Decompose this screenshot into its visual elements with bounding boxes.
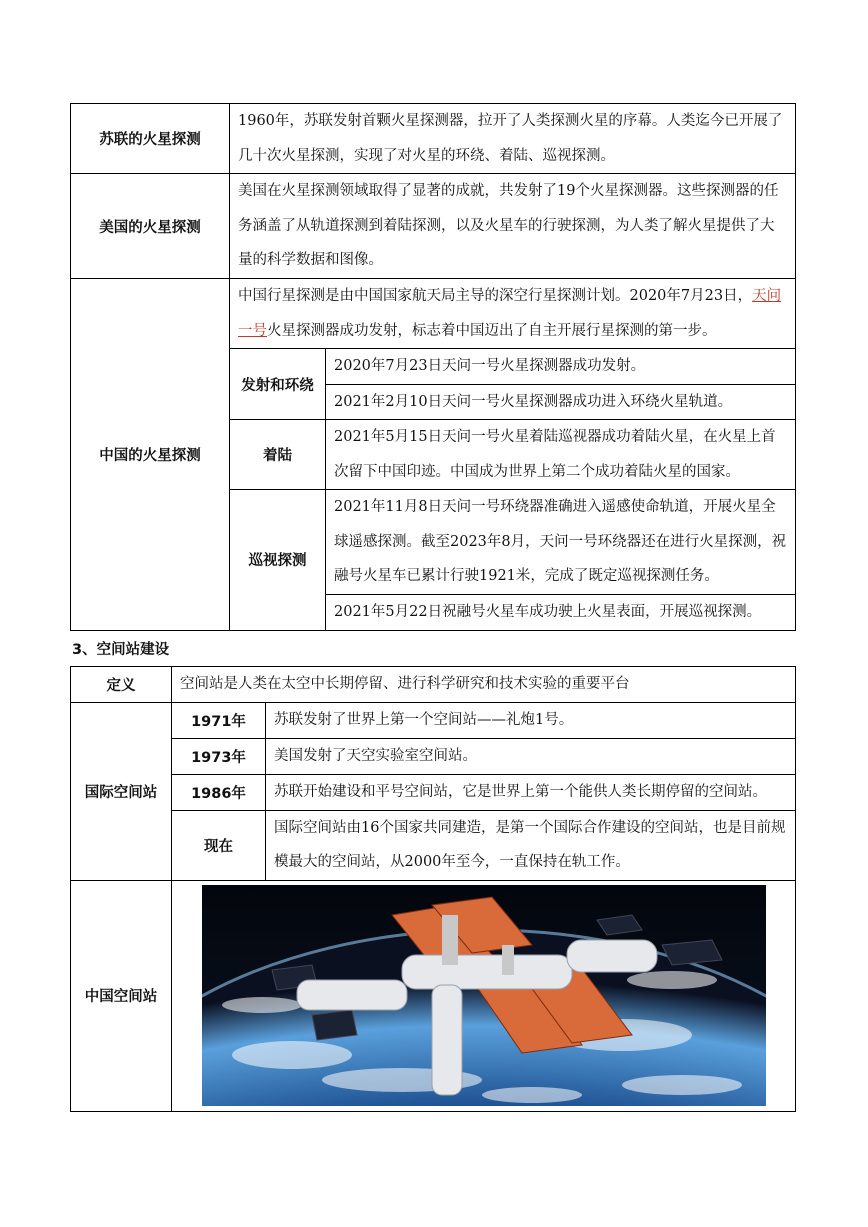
space-station-table: [70, 666, 796, 1112]
text-1973: 美国发射了天空实验室空间站。: [266, 738, 796, 774]
ussr-mars-label: 苏联的火星探测: [71, 104, 230, 174]
stage-rover-label: 巡视探测: [230, 490, 326, 631]
stage-orbit-text: 2021年2月10日天问一号火星探测器成功进入环绕火星轨道。: [326, 384, 796, 420]
year-1973: 1973年: [172, 738, 266, 774]
ussr-mars-text: 1960年，苏联发射首颗火星探测器，拉开了人类探测火星的序幕。人类迄今已开展了几十次火星探测，实现了对火星的环绕、着陆、巡视探测。: [230, 104, 796, 174]
china-mars-intro: [230, 279, 796, 349]
mars-exploration-table: [70, 103, 796, 631]
china-mars-label: 中国的火星探测: [71, 279, 230, 631]
section-3-title: 3、空间站建设: [72, 642, 170, 658]
usa-mars-label: 美国的火星探测: [71, 174, 230, 279]
china-intro-before: 中国行星探测是由中国国家航天局主导的深空行星探测计划。2020年7月23日，: [238, 288, 753, 304]
stage-launch-orbit-label: 发射和环绕: [230, 349, 326, 420]
definition-label: 定义: [71, 667, 172, 703]
tianwen-1-link[interactable]: 天问一号: [238, 288, 782, 339]
stage-rover-text-b: 2021年5月22日祝融号火星车成功驶上火星表面，开展巡视探测。: [326, 595, 796, 631]
stage-rover-text-a: 2021年11月8日天问一号环绕器准确进入遥感使命轨道，开展火星全球遥感探测。截至2023年8月，天问一号环绕器还在进行火星探测，祝融号火星车已累计行驶1921米，完成了既定巡视探测任务。: [326, 490, 796, 595]
stage-landing-label: 着陆: [230, 420, 326, 490]
definition-text: 空间站是人类在太空中长期停留、进行科学研究和技术实验的重要平台: [172, 667, 796, 703]
usa-mars-text: 美国在火星探测领域取得了显著的成就，共发射了19个火星探测器。这些探测器的任务涵盖了从轨道探测到着陆探测，以及火星车的行驶探测，为人类了解火星提供了大量的科学数据和图像。: [230, 174, 796, 279]
text-1971: 苏联发射了世界上第一个空间站——礼炮1号。: [266, 702, 796, 738]
text-1986: 苏联开始建设和平号空间站，它是世界上第一个能供人类长期停留的空间站。: [266, 774, 796, 810]
year-1971: 1971年: [172, 702, 266, 738]
stage-landing-text: 2021年5月15日天问一号火星着陆巡视器成功着陆火星，在火星上首次留下中国印迹。中国成为世界上第二个成功着陆火星的国家。: [326, 420, 796, 490]
year-1986: 1986年: [172, 774, 266, 810]
china-station-label: 中国空间站: [71, 880, 172, 1111]
iss-label: 国际空间站: [71, 702, 172, 880]
china-station-image-cell: [172, 880, 796, 1111]
space-station-photo: [202, 885, 766, 1106]
text-now: 国际空间站由16个国家共同建造，是第一个国际合作建设的空间站，也是目前规模最大的空间站，从2000年至今，一直保持在轨工作。: [266, 810, 796, 880]
china-intro-after: 火星探测器成功发射，标志着中国迈出了自主开展行星探测的第一步。: [267, 322, 717, 339]
year-now: 现在: [172, 810, 266, 880]
stage-launch-text: 2020年7月23日天问一号火星探测器成功发射。: [326, 349, 796, 385]
